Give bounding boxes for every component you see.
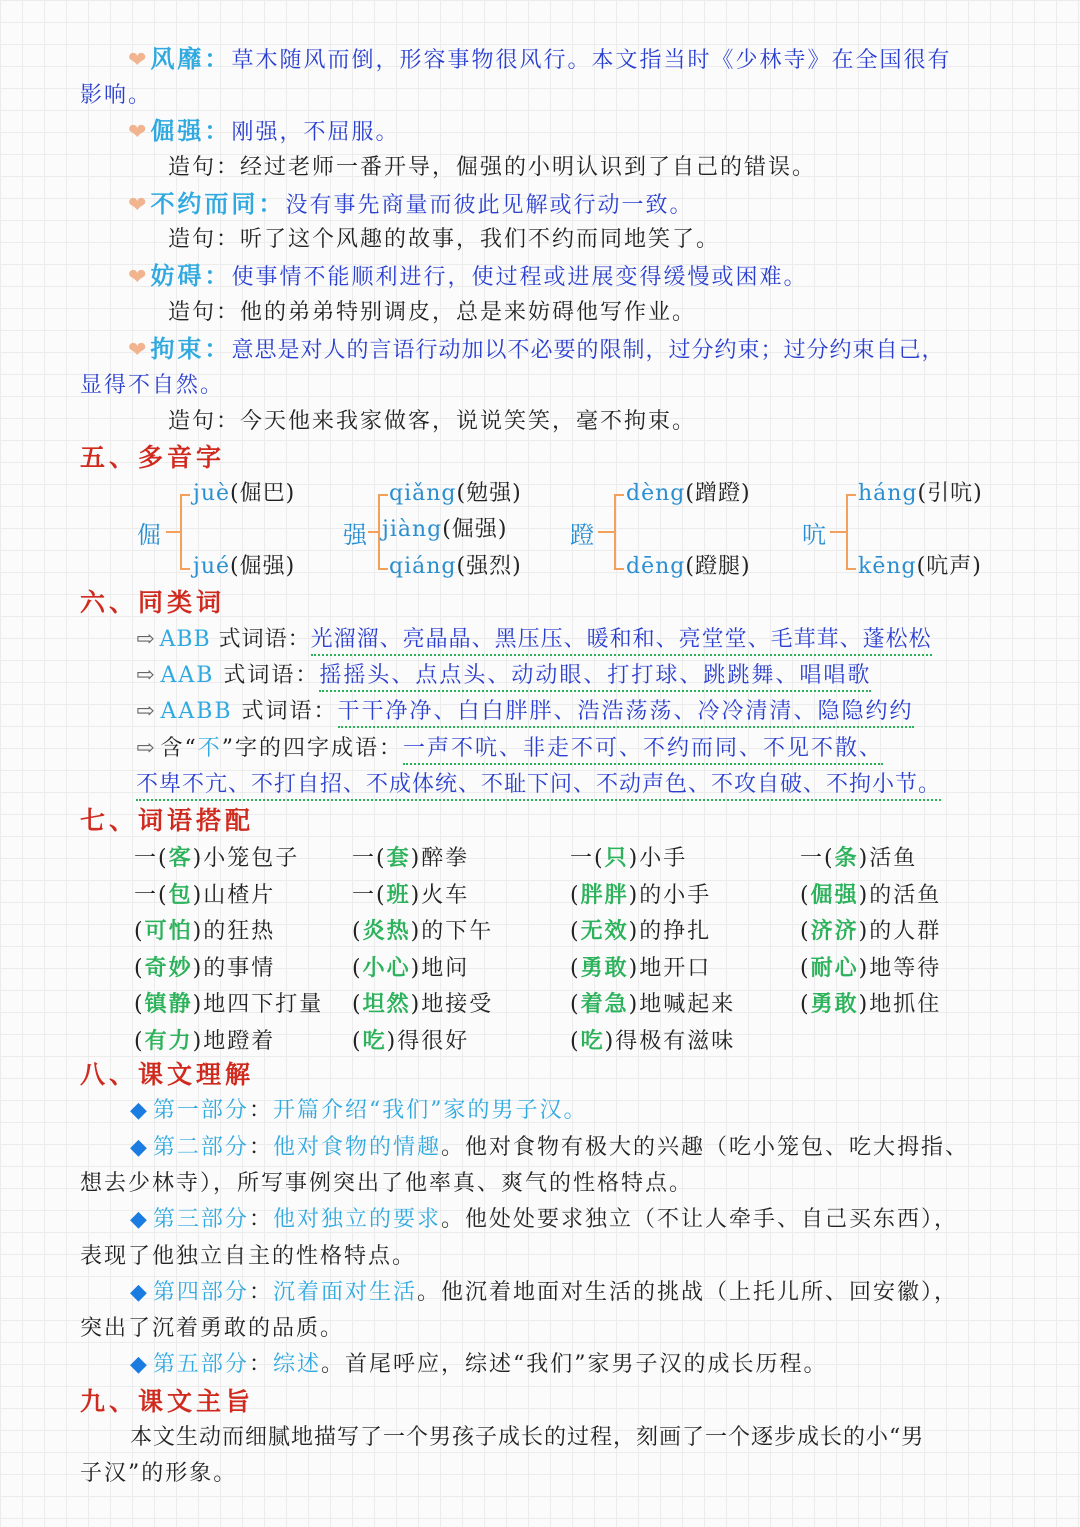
heart-icon: ❤	[128, 48, 149, 73]
heart-icon: ❤	[128, 265, 149, 290]
collocation-answer: 勇敢	[810, 991, 859, 1017]
polyphone-reading: jué(倔强)	[193, 554, 296, 579]
vocab-term: 妨碍：	[150, 261, 232, 290]
vocab-sentence: 造句：经过老师一番开导，倔强的小明认识到了自己的错误。	[168, 155, 817, 180]
vocab-item-3	[128, 189, 693, 221]
section-heading-theme: 九、课文主旨	[80, 1387, 255, 1416]
collocation-answer: 着急	[580, 991, 629, 1017]
brace-stub	[166, 531, 180, 533]
collocation-item: (吃)得很好	[352, 1027, 470, 1054]
understanding-part-3: ◆ 第三部分：他对独立的要求。他处处要求独立（不让人牵手、自己买东西），	[130, 1207, 958, 1232]
understanding-part-2: ◆ 第二部分：他对食物的情趣。他对食物有极大的兴趣（吃小笼包、吃大拇指、	[130, 1135, 969, 1160]
collocation-item: (勇敢)地抓住	[800, 991, 942, 1017]
collocation-item: (可怕)的狂热	[134, 918, 276, 944]
diamond-icon: ◆	[130, 1280, 149, 1305]
collocation-answer: 包	[168, 881, 193, 908]
polyphone-char: 倔	[137, 521, 161, 549]
collocation-item: (坦然)地接受	[352, 991, 494, 1017]
understanding-part-1: ◆ 第一部分：开篇介绍“我们”家的男子汉。	[130, 1098, 588, 1123]
polyphone-char: 蹬	[570, 521, 594, 549]
collocation-answer: 班	[386, 881, 411, 908]
polyphone-reading: qiáng(强烈)	[389, 554, 522, 579]
collocation-answer: 套	[386, 845, 411, 871]
vocab-definition: 使事情不能顺利进行，使过程或进展变得缓慢或困难。	[231, 265, 808, 290]
polyphone-reading: qiǎng(勉强)	[389, 481, 522, 506]
similar-words-bu-idioms: ⇨ 含“不”字的四字成语：一声不吭、非走不可、不约而同、不见不散、	[136, 734, 883, 764]
section-heading-polyphones: 五、多音字	[80, 443, 226, 472]
similar-words-aabb: ⇨ AABB 式词语：干干净净、白白胖胖、浩浩荡荡、冷冷清清、隐隐约约	[136, 697, 914, 727]
collocation-item: 一(只)小手	[570, 845, 688, 871]
collocation-answer: 有力	[144, 1027, 193, 1054]
theme-text-cont: 子汉”的形象。	[80, 1461, 238, 1486]
vocab-definition: 意思是对人的言语行动加以不必要的限制，过分约束；过分约束自己，	[231, 338, 945, 363]
collocation-answer: 坦然	[362, 991, 411, 1017]
polyphone-reading: dēng(蹬腿)	[626, 554, 751, 579]
collocation-item: 一(班)火车	[352, 881, 470, 908]
vocab-item-4	[128, 261, 807, 293]
collocation-item: (倔强)的活鱼	[800, 881, 942, 908]
brace-line	[846, 494, 856, 570]
understanding-part-3-cont: 表现了他独立自主的性格特点。	[80, 1244, 417, 1269]
arrow-right-icon: ⇨	[136, 699, 157, 724]
section-heading-understanding: 八、课文理解	[80, 1060, 255, 1089]
collocation-answer: 奇妙	[144, 954, 193, 981]
similar-words-bu-idioms-cont: 不卑不亢、不打自招、不成体统、不耻下问、不动声色、不攻自破、不拘小节。	[136, 770, 941, 800]
collocation-answer: 客	[168, 845, 193, 871]
polyphone-char: 强	[343, 521, 367, 549]
arrow-right-icon: ⇨	[136, 736, 157, 761]
collocation-answer: 耐心	[810, 954, 859, 981]
collocation-answer: 吃	[580, 1027, 605, 1054]
collocation-answer: 勇敢	[580, 954, 629, 981]
vocab-definition: 刚强，不屈服。	[231, 120, 400, 145]
vocab-item-5	[128, 334, 944, 366]
arrow-right-icon: ⇨	[136, 627, 156, 652]
collocation-answer: 小心	[362, 954, 411, 981]
collocation-item: 一(套)醉拳	[352, 845, 470, 871]
vocab-definition-cont: 影响。	[80, 83, 153, 108]
arrow-right-icon: ⇨	[136, 663, 157, 688]
diamond-icon: ◆	[130, 1098, 149, 1123]
similar-words-aab: ⇨ AAB 式词语：摇摇头、点点头、动动眼、打打球、跳跳舞、唱唱歌	[136, 661, 871, 691]
vocab-sentence: 造句：今天他来我家做客，说说笑笑，毫不拘束。	[168, 409, 697, 434]
collocation-item: (小心)地问	[352, 954, 470, 981]
vocab-term: 风靡：	[150, 44, 232, 73]
theme-text: 本文生动而细腻地描写了一个男孩子成长的过程，刻画了一个逐步成长的小“男	[130, 1425, 925, 1450]
vocab-term: 倔强：	[150, 116, 232, 145]
heart-icon: ❤	[128, 120, 149, 145]
collocation-answer: 镇静	[144, 991, 193, 1017]
diamond-icon: ◆	[130, 1207, 149, 1232]
collocation-item: 一(条)活鱼	[800, 845, 918, 871]
polyphone-reading: háng(引吭)	[858, 481, 983, 506]
polyphone-reading: kēng(吭声)	[858, 554, 982, 579]
understanding-part-5: ◆ 第五部分：综述。首尾呼应，综述“我们”家男子汉的成长历程。	[130, 1352, 828, 1377]
collocation-answer: 炎热	[362, 918, 411, 944]
brace-stub	[598, 531, 614, 533]
collocation-answer: 无效	[580, 918, 629, 944]
heart-icon: ❤	[128, 338, 149, 363]
collocation-answer: 倔强	[810, 881, 859, 908]
vocab-sentence: 造句：听了这个风趣的故事，我们不约而同地笑了。	[168, 227, 721, 252]
understanding-part-4: ◆ 第四部分：沉着面对生活。他沉着地面对生活的挑战（上托儿所、回安徽），	[130, 1280, 958, 1305]
heart-icon: ❤	[128, 193, 149, 218]
vocab-definition: 没有事先商量而彼此见解或行动一致。	[285, 193, 694, 218]
brace-line	[180, 494, 190, 570]
vocab-definition: 草木随风而倒，形容事物很风行。本文指当时《少林寺》在全国很有	[231, 48, 952, 73]
collocation-answer: 吃	[362, 1027, 387, 1054]
collocation-item: (吃)得极有滋味	[570, 1027, 736, 1054]
collocation-item: (镇静)地四下打量	[134, 991, 324, 1017]
collocation-item: (无效)的挣扎	[570, 918, 712, 944]
collocation-answer: 胖胖	[580, 881, 629, 908]
brace-stub	[830, 531, 846, 533]
polyphone-reading: juè(倔巴)	[193, 481, 296, 506]
collocation-answer: 条	[834, 845, 859, 871]
collocation-item: (胖胖)的小手	[570, 881, 712, 908]
collocation-item: (耐心)地等待	[800, 954, 942, 981]
polyphone-reading: dèng(蹭蹬)	[626, 481, 751, 506]
vocab-term: 不约而同：	[150, 189, 286, 218]
collocation-item: (着急)地喊起来	[570, 991, 736, 1017]
vocab-term: 拘束：	[150, 334, 232, 363]
collocation-item: 一(包)山楂片	[134, 881, 276, 908]
understanding-part-2-cont: 想去少林寺），所写事例突出了他率真、爽气的性格特点。	[80, 1171, 694, 1196]
collocation-answer: 只	[604, 845, 629, 871]
polyphone-reading: jiàng(倔强)	[382, 517, 508, 542]
collocation-item: (有力)地蹬着	[134, 1027, 276, 1054]
collocation-item: 一(客)小笼包子	[134, 845, 300, 871]
brace-line	[614, 494, 624, 570]
collocation-item: (炎热)的下午	[352, 918, 494, 944]
diamond-icon: ◆	[130, 1352, 149, 1377]
vocab-item-2	[128, 116, 399, 148]
polyphone-char: 吭	[802, 521, 826, 549]
collocation-answer: 济济	[810, 918, 859, 944]
vocab-sentence: 造句：他的弟弟特别调皮，总是来妨碍他写作业。	[168, 300, 697, 325]
vocab-definition-cont: 显得不自然。	[80, 373, 225, 398]
understanding-part-4-cont: 突出了沉着勇敢的品质。	[80, 1316, 345, 1341]
vocab-item-1	[128, 44, 951, 76]
collocation-item: (勇敢)地开口	[570, 954, 712, 981]
section-heading-similar-words: 六、同类词	[80, 588, 226, 617]
collocation-answer: 可怕	[144, 918, 193, 944]
diamond-icon: ◆	[130, 1135, 149, 1160]
section-heading-collocations: 七、词语搭配	[80, 806, 255, 835]
brace-stub	[368, 531, 378, 533]
similar-words-abb: ⇨ ABB 式词语：光溜溜、亮晶晶、黑压压、暖和和、亮堂堂、毛茸茸、蓬松松	[136, 625, 932, 655]
collocation-item: (济济)的人群	[800, 918, 942, 944]
collocation-item: (奇妙)的事情	[134, 954, 276, 981]
